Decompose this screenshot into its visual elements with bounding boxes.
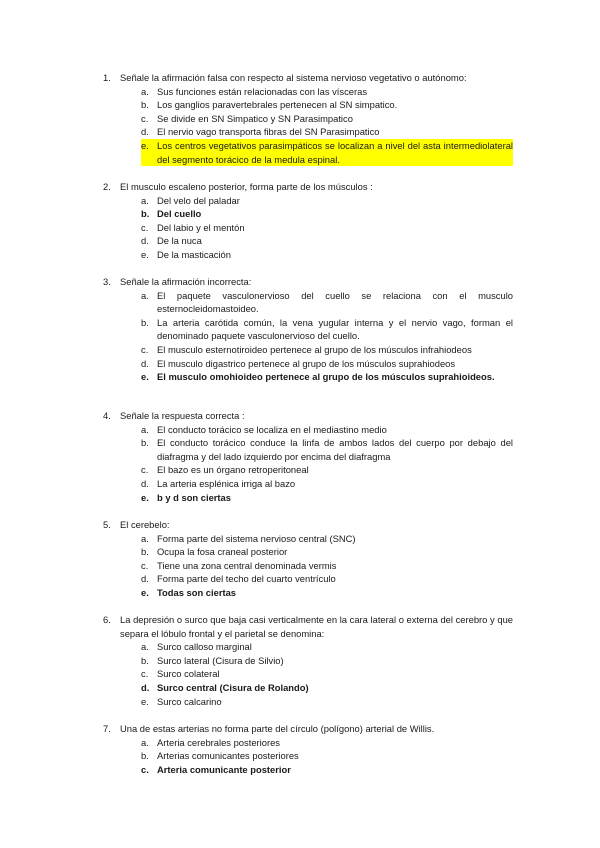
option-label: a.	[141, 194, 149, 206]
options-list	[141, 423, 513, 505]
question-1-line	[103, 71, 513, 85]
question-2	[103, 180, 513, 262]
option-a	[141, 289, 513, 316]
option-d-answer	[141, 681, 513, 695]
option-d	[141, 477, 513, 491]
option-text: La arteria carótida común, la vena yugular interna y el nervio vago, forman el denominado paquete vasculonervioso del cuello.	[157, 316, 513, 342]
option-text: De la nuca	[157, 235, 202, 247]
option-d	[141, 572, 513, 586]
option-e-answer	[141, 370, 513, 384]
option-label: a.	[141, 289, 149, 301]
option-label: e.	[141, 248, 149, 260]
question-4	[103, 409, 513, 504]
option-label: b.	[141, 316, 149, 328]
question-text: Una de estas arterias no forma parte del círculo (polígono) arterial de Willis.	[120, 723, 435, 734]
question-text: El musculo escaleno posterior, forma parte de los músculos :	[120, 181, 373, 192]
option-text: b y d son ciertas	[157, 491, 231, 503]
question-text: Señale la afirmación falsa con respecto al sistema nervioso vegetativo o autónomo:	[120, 72, 467, 83]
question-number: 7.	[103, 723, 111, 734]
option-b	[141, 98, 513, 112]
option-label: a.	[141, 736, 149, 748]
options-list	[141, 532, 513, 600]
options-list	[141, 194, 513, 262]
option-d	[141, 234, 513, 248]
option-text: El conducto torácico conduce la linfa de ambos lados del cuerpo por debajo del diafragma y del lado izquierdo por encima del diafragma	[157, 437, 513, 462]
option-text: Sus funciones están relacionadas con las vísceras	[157, 85, 368, 97]
question-number: 1.	[103, 72, 111, 83]
question-6	[103, 613, 513, 708]
option-label: d.	[141, 235, 149, 247]
option-c	[141, 112, 513, 126]
option-text: El musculo esternotiroideo pertenece al grupo de los músculos infrahiodeos	[157, 343, 472, 355]
question-6-line	[103, 613, 513, 640]
question-number: 6.	[103, 614, 111, 625]
question-text: Señale la afirmación incorrecta:	[120, 276, 252, 287]
option-text: El bazo es un órgano retroperitoneal	[157, 464, 309, 476]
option-label: a.	[141, 532, 149, 544]
question-2-line	[103, 180, 513, 194]
option-text: Forma parte del sistema nervioso central (SNC)	[157, 532, 356, 544]
question-5-line	[103, 518, 513, 532]
question-3-line	[103, 275, 513, 289]
option-d	[141, 125, 513, 139]
option-text: El conducto torácico se localiza en el mediastino medio	[157, 423, 387, 435]
option-label: d.	[141, 357, 149, 369]
option-b-answer	[141, 207, 513, 221]
option-c	[141, 343, 513, 357]
option-label: e.	[141, 695, 149, 707]
option-c	[141, 221, 513, 235]
option-label: c.	[141, 668, 149, 680]
option-label: c.	[141, 112, 149, 124]
option-label: c.	[141, 559, 149, 571]
option-text: De la masticación	[157, 248, 231, 260]
option-a	[141, 85, 513, 99]
options-list	[141, 85, 513, 167]
option-a	[141, 532, 513, 546]
option-b	[141, 436, 513, 463]
option-label: a.	[141, 85, 149, 97]
option-label: d.	[141, 126, 149, 138]
option-text: El paquete vasculonervioso del cuello se relaciona con el musculo esternocleidomastoideo.	[157, 289, 513, 315]
option-c	[141, 559, 513, 573]
question-7	[103, 722, 513, 776]
option-label: d.	[141, 477, 149, 489]
option-a	[141, 640, 513, 654]
option-text: Surco calcarino	[157, 695, 222, 707]
option-text: Del cuello	[157, 208, 202, 220]
option-d	[141, 357, 513, 371]
option-text: Todas son ciertas	[157, 586, 237, 598]
option-b	[141, 316, 513, 343]
question-4-line	[103, 409, 513, 423]
option-b	[141, 749, 513, 763]
option-label: b.	[141, 654, 149, 666]
option-label: c.	[141, 763, 149, 775]
option-a	[141, 736, 513, 750]
option-e-answer	[141, 586, 513, 600]
option-text: La arteria esplénica irriga al bazo	[157, 477, 296, 489]
option-label: b.	[141, 208, 150, 220]
option-a	[141, 194, 513, 208]
option-text: Surco colateral	[157, 668, 220, 680]
option-text: Tiene una zona central denominada vermis	[157, 559, 337, 571]
option-label: b.	[141, 437, 149, 449]
question-text: La depresión o surco que baja casi verticalmente en la cara lateral o externa del cerebro y que separa el lóbulo frontal y el parietal se denomina:	[120, 614, 513, 639]
option-c	[141, 463, 513, 477]
question-number: 4.	[103, 410, 111, 421]
option-label: a.	[141, 423, 149, 435]
option-e	[141, 248, 513, 262]
options-list	[141, 289, 513, 384]
option-label: c.	[141, 221, 149, 233]
option-text: Surco lateral (Cisura de Silvio)	[157, 654, 284, 666]
option-text: Se divide en SN Simpatico y SN Parasimpatico	[157, 112, 353, 124]
option-label: e.	[141, 586, 149, 598]
option-b	[141, 545, 513, 559]
question-number: 5.	[103, 519, 111, 530]
option-text: Del velo del paladar	[157, 194, 240, 206]
question-text: El cerebelo:	[120, 519, 170, 530]
question-text: Señale la respuesta correcta :	[120, 410, 245, 421]
option-label: a.	[141, 641, 149, 653]
option-text: Surco calloso marginal	[157, 641, 252, 653]
option-text: El nervio vago transporta fibras del SN Parasimpatico	[157, 126, 380, 138]
option-label: c.	[141, 464, 149, 476]
option-e	[141, 695, 513, 709]
question-number: 3.	[103, 276, 111, 287]
option-text: Arteria comunicante posterior	[157, 763, 291, 775]
option-text: Forma parte del techo del cuarto ventrículo	[157, 573, 336, 585]
option-label: d.	[141, 573, 149, 585]
options-list	[141, 736, 513, 777]
option-label: c.	[141, 343, 149, 355]
option-text: Surco central (Cisura de Rolando)	[157, 681, 309, 693]
options-list	[141, 640, 513, 708]
option-text: El musculo digastrico pertenece al grupo de los músculos suprahiodeos	[157, 357, 456, 369]
option-text: Arterias comunicantes posteriores	[157, 750, 299, 762]
option-text: Los ganglios paravertebrales pertenecen al SN simpatico.	[157, 99, 398, 111]
question-3	[103, 275, 513, 384]
option-b	[141, 654, 513, 668]
option-a	[141, 423, 513, 437]
question-number: 2.	[103, 181, 111, 192]
option-e-answer	[141, 491, 513, 505]
question-1	[103, 71, 513, 166]
option-label: e.	[141, 491, 149, 503]
option-label: d.	[141, 681, 150, 693]
question-5	[103, 518, 513, 600]
option-label: b.	[141, 750, 149, 762]
option-label: b.	[141, 546, 149, 558]
option-text: Ocupa la fosa craneal posterior	[157, 546, 288, 558]
option-c	[141, 667, 513, 681]
option-label: e.	[141, 371, 149, 383]
option-label: b.	[141, 99, 149, 111]
option-c-answer	[141, 763, 513, 777]
option-label: e.	[141, 139, 157, 166]
question-7-line	[103, 722, 513, 736]
option-text: Arteria cerebrales posteriores	[157, 736, 280, 748]
option-e-highlighted	[141, 139, 513, 166]
option-text: Los centros vegetativos parasimpáticos se localizan a nivel del asta intermediolateral del segmento torácico de la medula espinal.	[157, 139, 513, 165]
option-text: Del labio y el mentón	[157, 221, 245, 233]
option-text: El musculo omohioideo pertenece al grupo de los músculos suprahioideos.	[157, 371, 495, 383]
